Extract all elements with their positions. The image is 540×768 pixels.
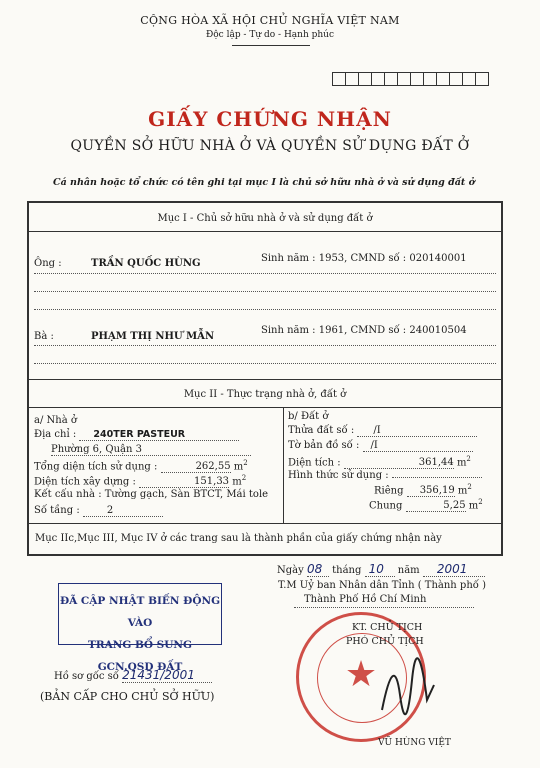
owner2-details: Sinh năm : 1961, CMND số : 240010504 (261, 325, 467, 336)
floor-area-unit: m (233, 461, 244, 473)
built-area-label: Diện tích xây dựng : (34, 476, 136, 488)
serial-number-boxes (333, 72, 489, 86)
plot-value: /I (373, 425, 381, 436)
file-number-label: Hồ sơ gốc số (54, 671, 119, 682)
date-day: 08 (306, 562, 323, 576)
preamble: Cá nhân hoặc tổ chức có tên ghi tại mục I là chủ sở hữu nhà ở và sử dụng đất ở (53, 177, 475, 188)
floors-value: 2 (106, 505, 114, 516)
issue-date (277, 562, 485, 577)
shared-label: Chung (369, 500, 403, 512)
footnote: Mục IIc,Mục III, Mục IV ở các trang sau là thành phần của giấy chứng nhận này (35, 533, 442, 544)
built-area-row: Diện tích xây dựng : 151,33 $m^2$ (34, 474, 247, 488)
floor-area-value: 262,55 (195, 461, 231, 473)
copy-note: (BẢN CẤP CHO CHỦ SỞ HỮU) (40, 690, 215, 703)
country-header: CỘNG HÒA XÃ HỘI CHỦ NGHĨA VIỆT NAM (140, 14, 400, 27)
owner2-prefix: Bà : (34, 331, 54, 342)
private-unit: m (457, 485, 468, 497)
signature-scribble (372, 650, 442, 720)
structure-row (34, 489, 268, 500)
update-stamp-line2: TRANG BỔ SUNG GCN.QSD ĐẤT (88, 639, 192, 673)
address-label: Địa chỉ : (34, 429, 77, 440)
private-label: Riêng (374, 485, 404, 497)
update-stamp-line1: ĐÃ CẬP NHẬT BIẾN ĐỘNG VÀO (59, 595, 221, 629)
land-area-unit: m (456, 457, 467, 469)
floor-area-label: Tổng diện tích sử dụng : (34, 461, 158, 473)
ward-row (51, 444, 251, 456)
seal-star-icon: ★ (344, 654, 378, 695)
section2-title: Mục II - Thực trạng nhà ở, đất ở (183, 389, 347, 400)
plot-row (288, 425, 477, 437)
authority-line1: T.M Uỷ ban Nhân dân Tỉnh ( Thành phố ) (278, 580, 486, 591)
motto: Độc lập - Tự do - Hạnh phúc (205, 30, 335, 40)
signer-role1: KT. CHỦ TỊCH (352, 622, 423, 633)
owner1-prefix: Ông : (34, 258, 62, 269)
owner1-name: TRẦN QUỐC HÙNG (91, 258, 201, 269)
date-month-word: tháng (332, 565, 362, 576)
use-row (288, 470, 482, 481)
date-month: 10 (368, 562, 384, 576)
document-subtitle: QUYỀN SỞ HỮU NHÀ Ở VÀ QUYỀN SỬ DỤNG ĐẤT Ở (70, 138, 470, 154)
update-stamp (58, 583, 222, 673)
address-value: 240TER PASTEUR (93, 429, 186, 440)
private-row: Riêng 356,19 $m^2$ (374, 483, 472, 497)
shared-row: Chung 5,25 $m^2$ (369, 498, 483, 512)
document-title: GIẤY CHỨNG NHẬN (148, 107, 392, 131)
house-heading: a/ Nhà ở (34, 415, 77, 426)
owner2-name: PHẠM THỊ NHƯ MẪN (91, 331, 215, 342)
plot-label: Thửa đất số : (288, 425, 355, 436)
map-value: /I (370, 440, 378, 451)
header-divider (232, 45, 310, 46)
shared-value: 5,25 (443, 500, 466, 512)
structure-label: Kết cấu nhà : (34, 489, 102, 500)
floor-area-row: Tổng diện tích sử dụng : 262,55 $m^2$ (34, 459, 248, 473)
date-year: 2001 (436, 562, 468, 576)
file-number-value: 21431/2001 (122, 668, 195, 682)
map-row (288, 440, 473, 452)
date-year-word: năm (397, 565, 420, 576)
structure-value: Tường gạch, Sàn BTCT, Mái tole (104, 489, 269, 500)
built-area-value: 151,33 (194, 476, 230, 488)
land-area-label: Diện tích : (288, 457, 341, 469)
land-heading: b/ Đất ở (288, 411, 329, 422)
address-row (34, 429, 239, 441)
section1-title: Mục I - Chủ sở hữu nhà ở và sử dụng đất ở (157, 213, 373, 224)
floors-label: Số tầng : (34, 505, 80, 516)
land-area-row: Diện tích : 361,44 $m^2$ (288, 455, 471, 469)
authority-line2: Thành Phố Hồ Chí Minh (304, 594, 427, 605)
ward-value: Phường 6, Quận 3 (51, 444, 142, 455)
land-area-value: 361,44 (418, 457, 454, 469)
floors-row (34, 505, 163, 517)
date-prefix: Ngày (277, 565, 304, 576)
use-label: Hình thức sử dụng : (288, 470, 389, 481)
file-number-row (54, 668, 212, 683)
signer-role2: PHÓ CHỦ TỊCH (346, 636, 424, 647)
certificate-box (27, 201, 503, 556)
signer-name: VŨ HÙNG VIỆT (378, 738, 451, 748)
shared-unit: m (468, 500, 479, 512)
map-label: Tờ bản đồ số : (288, 440, 360, 451)
private-value: 356,19 (419, 485, 455, 497)
built-area-unit: m (232, 476, 242, 488)
owner1-details: Sinh năm : 1953, CMND số : 020140001 (261, 253, 467, 264)
